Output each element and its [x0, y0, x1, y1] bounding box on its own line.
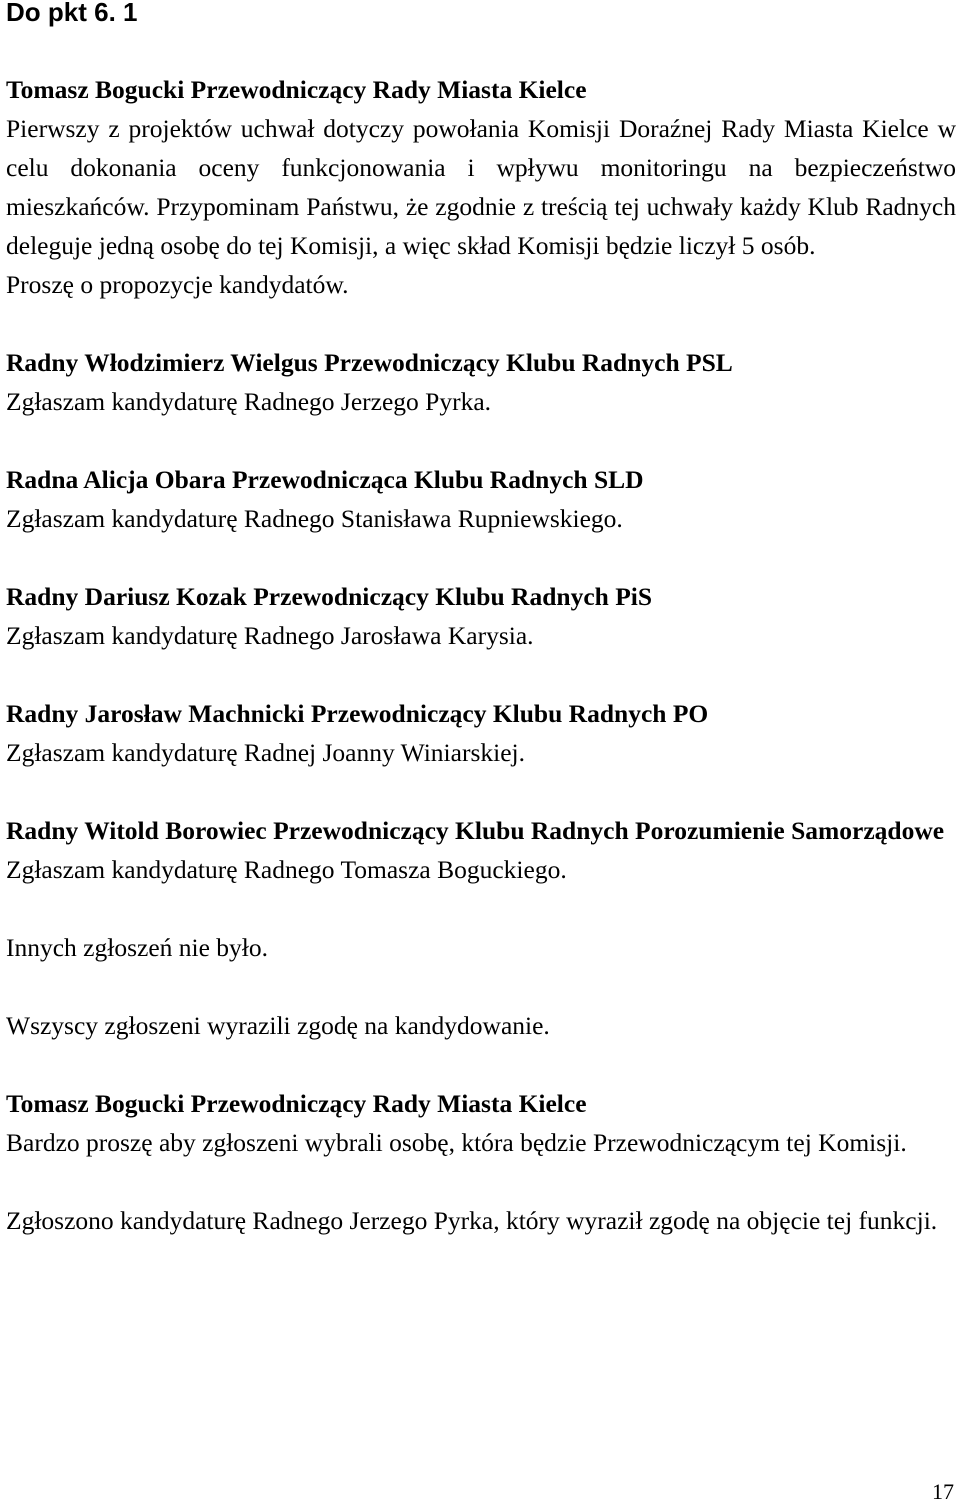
transcript-block	[6, 70, 956, 304]
narrative-text: Zgłoszono kandydaturę Radnego Jerzego Pyrka, który wyraził zgodę na objęcie tej funkcji.	[6, 1206, 938, 1235]
transcript-block	[6, 1006, 956, 1045]
speech-text: Zgłaszam kandydaturę Radnego Stanisława Rupniewskiego.	[6, 504, 623, 533]
transcript-block	[6, 1084, 956, 1162]
transcript-block	[6, 1201, 956, 1240]
transcript-block	[6, 694, 956, 772]
speaker-name: Radna Alicja Obara Przewodnicząca Klubu Radnych SLD	[6, 465, 644, 494]
speech-text: Zgłaszam kandydaturę Radnej Joanny Winiarskiej.	[6, 738, 525, 767]
speech-text: Zgłaszam kandydaturę Radnego Jarosława Karysia.	[6, 621, 534, 650]
speaker-name: Tomasz Bogucki Przewodniczący Rady Miasta Kielce	[6, 75, 587, 104]
transcript-block	[6, 343, 956, 421]
transcript-block	[6, 928, 956, 967]
speaker-name: Radny Dariusz Kozak Przewodniczący Klubu Radnych PiS	[6, 582, 653, 611]
speech-text: Proszę o propozycje kandydatów.	[6, 270, 349, 299]
speaker-name: Radny Włodzimierz Wielgus Przewodniczący Klubu Radnych PSL	[6, 348, 733, 377]
transcript-block	[6, 460, 956, 538]
speaker-name: Tomasz Bogucki Przewodniczący Rady Miasta Kielce	[6, 1089, 587, 1118]
agenda-item-heading: Do pkt 6. 1	[6, 0, 138, 27]
transcript-block	[6, 577, 956, 655]
speaker-name: Radny Jarosław Machnicki Przewodniczący Klubu Radnych PO	[6, 699, 709, 728]
page-number: 17	[932, 1479, 954, 1504]
transcript-body	[6, 70, 956, 1279]
speech-text: Zgłaszam kandydaturę Radnego Jerzego Pyrka.	[6, 387, 492, 416]
speech-text: Zgłaszam kandydaturę Radnego Tomasza Boguckiego.	[6, 855, 567, 884]
narrative-text: Innych zgłoszeń nie było.	[6, 933, 269, 962]
speech-text: Pierwszy z projektów uchwał dotyczy powołania Komisji Doraźnej Rady Miasta Kielce w celu dokonania oceny funkcjonowania i wpływu monitoringu na bezpieczeństwo mieszkańców. Przypominam Państwu, że zgodnie z treścią tej uchwały każdy Klub Radnych deleguje jedną osobę do tej Komisji, a więc skład Komisji będzie liczył 5 osób.	[6, 114, 956, 260]
narrative-text: Wszyscy zgłoszeni wyrazili zgodę na kandydowanie.	[6, 1011, 550, 1040]
transcript-block	[6, 811, 956, 889]
speech-text: Bardzo proszę aby zgłoszeni wybrali osobę, która będzie Przewodniczącym tej Komisji.	[6, 1128, 907, 1157]
speaker-name: Radny Witold Borowiec Przewodniczący Klubu Radnych Porozumienie Samorządowe	[6, 816, 945, 845]
